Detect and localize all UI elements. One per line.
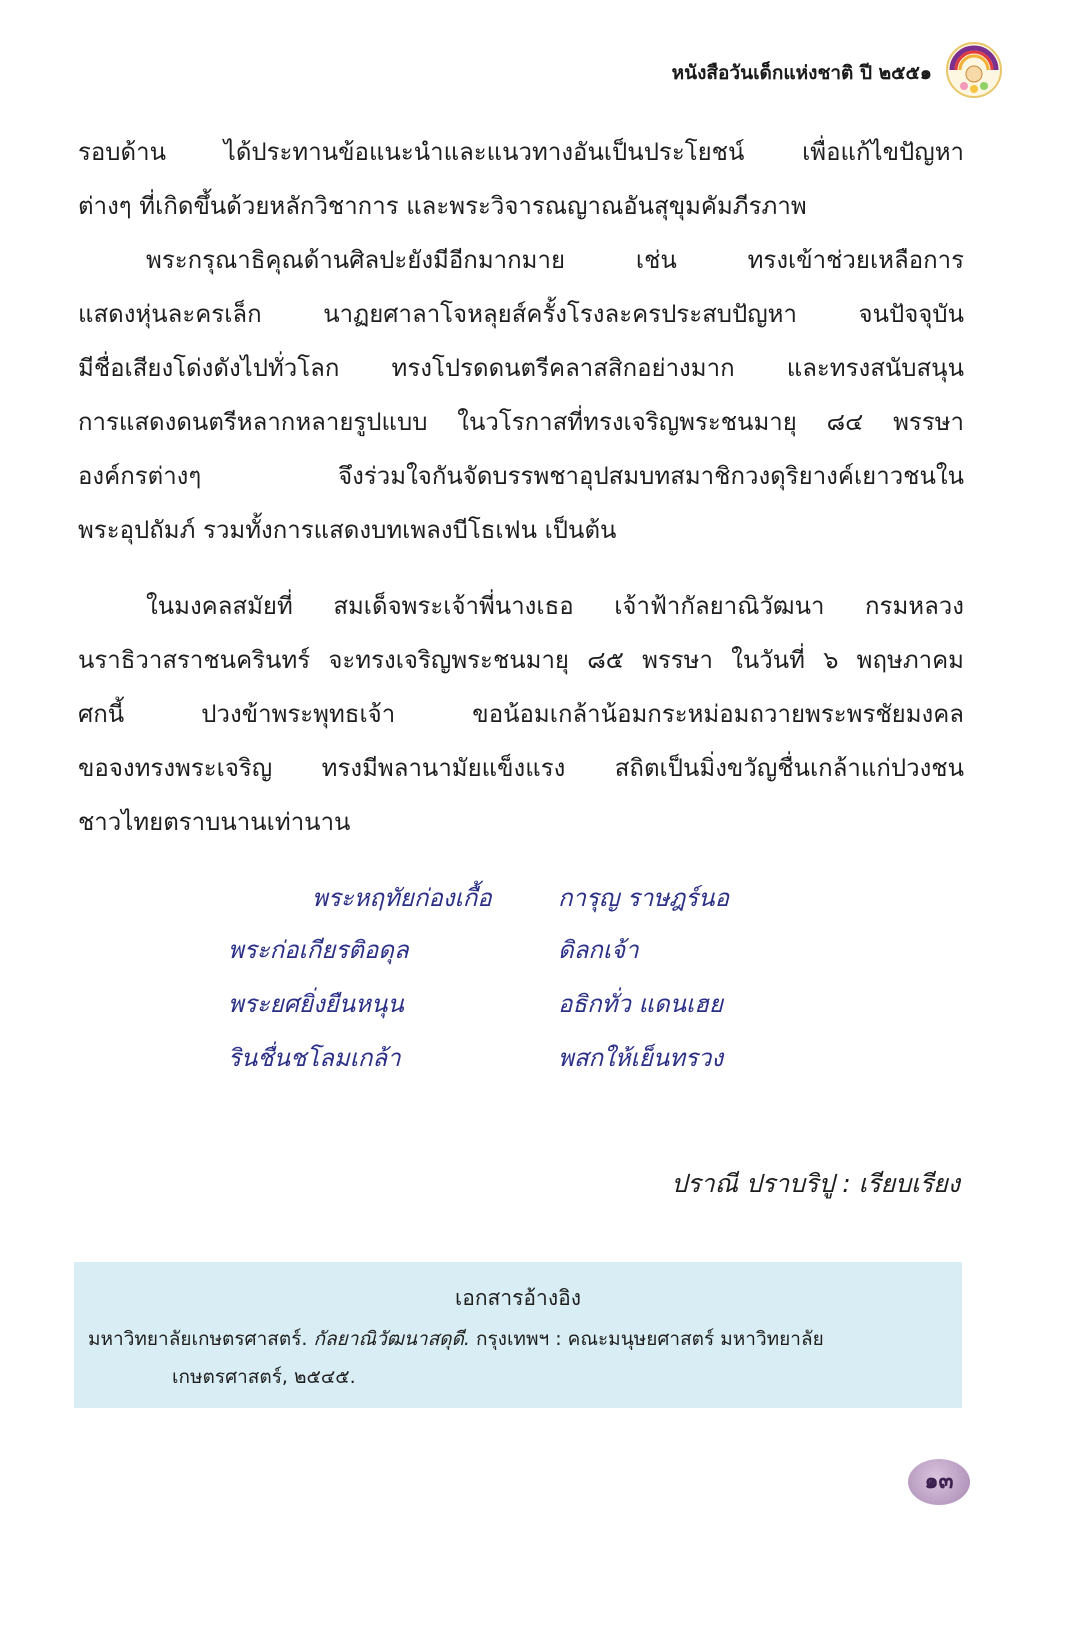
references-heading: เอกสารอ้างอิง xyxy=(455,1286,581,1310)
poem-line: พระหฤทัยก่องเกื้อ xyxy=(312,884,492,912)
text-line: มีชื่อเสียงโด่งดังไปทั่วโลก ทรงโปรดดนตรีคลาสสิกอย่างมาก และทรงสนับสนุน xyxy=(78,354,964,382)
poem-line: พสกให้เย็นทรวง xyxy=(558,1044,724,1072)
poem-line: รินชื่นชโลมเกล้า xyxy=(228,1044,401,1072)
text-line: แสดงหุ่นละครเล็ก นาฏยศาลาโจหลุยส์ครั้งโรงละครประสบปัญหา จนปัจจุบัน xyxy=(78,300,964,328)
poem-line: การุญ ราษฎร์นอ xyxy=(558,884,729,912)
text-line: ขอจงทรงพระเจริญ ทรงมีพลานามัยแข็งแรง สถิตเป็นมิ่งขวัญชื่นเกล้าแก่ปวงชน xyxy=(78,754,964,782)
author-credit: ปราณี ปราบริปู : เรียบเรียง xyxy=(671,1169,960,1198)
text-line: การแสดงดนตรีหลากหลายรูปแบบ ในวโรกาสที่ทรงเจริญพระชนมายุ ๘๔ พรรษา xyxy=(78,408,964,436)
page-number-badge: ๑๓ xyxy=(908,1459,970,1505)
poem-line: ดิลกเจ้า xyxy=(558,936,639,964)
text-line: ในมงคลสมัยที่ สมเด็จพระเจ้าพี่นางเธอ เจ้าฟ้ากัลยาณิวัฒนา กรมหลวง xyxy=(146,592,964,620)
reference-continuation: เกษตรศาสตร์, ๒๕๔๕. xyxy=(172,1366,356,1388)
text-line: ต่างๆ ที่เกิดขึ้นด้วยหลักวิชาการ และพระวิจารณญาณอันสุขุมคัมภีรภาพ xyxy=(78,192,807,220)
references-box xyxy=(74,1262,962,1408)
running-header-title: หนังสือวันเด็กแห่งชาติ ปี ๒๕๕๑ xyxy=(671,62,932,84)
text-line: พระกรุณาธิคุณด้านศิลปะยังมีอีกมากมาย เช่น ทรงเข้าช่วยเหลือการ xyxy=(146,246,964,274)
text-line: นราธิวาสราชนครินทร์ จะทรงเจริญพระชนมายุ ๘๕ พรรษา ในวันที่ ๖ พฤษภาคม xyxy=(78,646,964,674)
text-line: ศกนี้ ปวงข้าพระพุทธเจ้า ขอน้อมเกล้าน้อมกระหม่อมถวายพระพรชัยมงคล xyxy=(78,700,964,728)
reference-title: กัลยาณิวัฒนาสดุดี. xyxy=(313,1328,470,1350)
reference-publisher: กรุงเทพฯ : คณะมนุษยศาสตร์ มหาวิทยาลัย xyxy=(475,1328,824,1350)
text-line: ชาวไทยตราบนานเท่านาน xyxy=(78,808,351,836)
text-line: พระอุปถัมภ์ รวมทั้งการแสดงบทเพลงบีโธเฟน เป็นต้น xyxy=(78,516,617,544)
poem-line: พระยศยิ่งยืนหนุน xyxy=(228,990,404,1018)
reference-author: มหาวิทยาลัยเกษตรศาสตร์. xyxy=(88,1328,308,1350)
text-line: องค์กรต่างๆ จึงร่วมใจกันจัดบรรพชาอุปสมบทสมาชิกวงดุริยางค์เยาวชนใน xyxy=(78,462,964,490)
reference-entry xyxy=(88,1324,824,1354)
poem-line: พระก่อเกียรติอดุล xyxy=(228,936,409,964)
poem-line: อธิกทั่ว แดนเฮย xyxy=(558,990,723,1018)
text-line: รอบด้าน ได้ประทานข้อแนะนำและแนวทางอันเป็นประโยชน์ เพื่อแก้ไขปัญหา xyxy=(78,138,964,166)
children-day-logo xyxy=(944,40,1004,100)
